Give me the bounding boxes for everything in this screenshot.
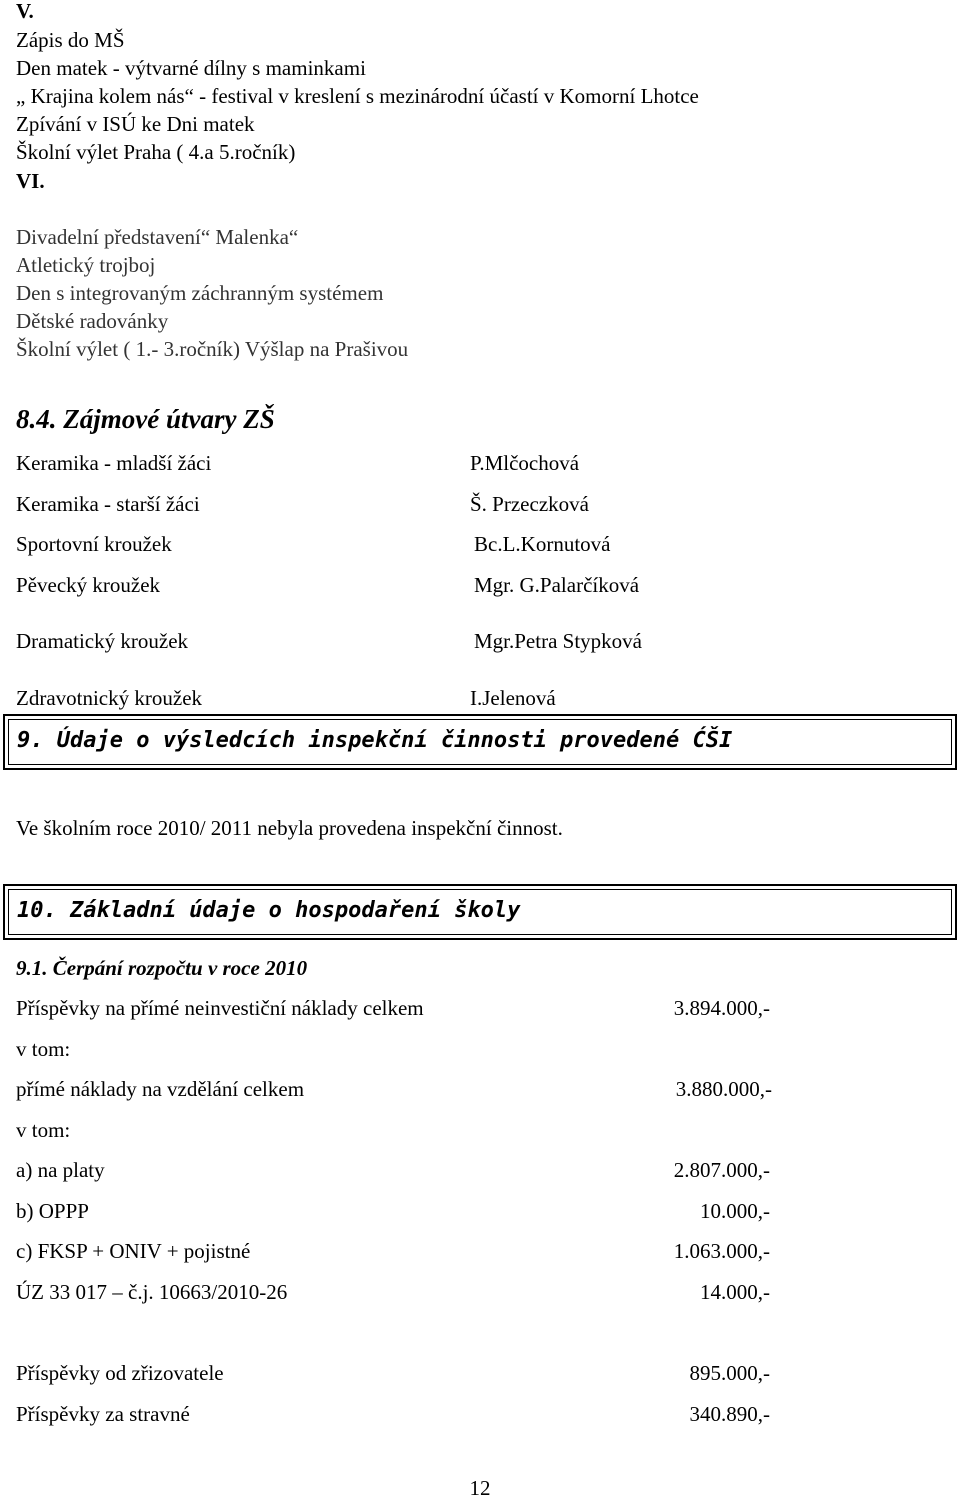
budget-label: ÚZ 33 017 – č.j. 10663/2010-26 (16, 1280, 288, 1304)
activity-name: Pěvecký kroužek (16, 573, 161, 597)
budget-amount: 10.000,- (700, 1199, 770, 1223)
section-10-heading: 10. Základní údaje o hospodaření školy (17, 898, 521, 923)
budget-label: v tom: (16, 1118, 71, 1142)
list-item: Den s integrovaným záchranným systémem (16, 281, 384, 305)
list-item: Školní výlet ( 1.- 3.ročník) Výšlap na Prašivou (16, 337, 409, 361)
list-item: Školní výlet Praha ( 4.a 5.ročník) (16, 140, 296, 164)
list-item: Den matek - výtvarné dílny s maminkami (16, 56, 366, 80)
activity-leader: P.Mlčochová (470, 451, 580, 475)
section-91-subheading: 9.1. Čerpání rozpočtu v roce 2010 (16, 956, 308, 980)
list-item: Atletický trojboj (16, 253, 156, 277)
section-10-box (3, 884, 957, 940)
budget-amount: 3.880.000,- (675, 1077, 772, 1101)
budget-label: Příspěvky za stravné (16, 1402, 190, 1426)
budget-label: c) FKSP + ONIV + pojistné (16, 1239, 251, 1263)
budget-amount: 14.000,- (700, 1280, 770, 1304)
budget-amount: 2.807.000,- (673, 1158, 770, 1182)
activity-leader: Bc.L.Kornutová (474, 532, 611, 556)
activity-name: Dramatický kroužek (16, 629, 189, 653)
list-item: Zpívání v ISÚ ke Dni matek (16, 112, 255, 136)
budget-amount: 895.000,- (689, 1361, 770, 1385)
activity-leader: Mgr. G.Palarčíková (474, 573, 640, 597)
section-vi-heading: VI. (16, 169, 45, 193)
section-v-heading: V. (16, 0, 34, 23)
list-item: Divadelní představení“ Malenka“ (16, 225, 299, 249)
budget-label: Příspěvky na přímé neinvestiční náklady celkem (16, 996, 424, 1020)
budget-amount: 340.890,- (689, 1402, 770, 1426)
budget-label: v tom: (16, 1037, 71, 1061)
page-number: 12 (469, 1476, 491, 1500)
activity-name: Zdravotnický kroužek (16, 686, 203, 710)
activity-leader: Š. Przeczková (470, 492, 589, 516)
budget-amount: 1.063.000,- (673, 1239, 770, 1263)
activity-name: Sportovní kroužek (16, 532, 172, 556)
budget-amount: 3.894.000,- (673, 996, 770, 1020)
section-9-text: Ve školním roce 2010/ 2011 nebyla provedena inspekční činnost. (16, 816, 563, 840)
activity-name: Keramika - starší žáci (16, 492, 200, 516)
activity-name: Keramika - mladší žáci (16, 451, 212, 475)
budget-label: Příspěvky od zřizovatele (16, 1361, 224, 1385)
section-9-heading: 9. Údaje o výsledcích inspekční činnosti provedené ĆŠI (17, 728, 733, 753)
list-item: „ Krajina kolem nás“ - festival v kreslení s mezinárodní účastí v Komorní Lhotce (16, 84, 699, 108)
activity-leader: I.Jelenová (470, 686, 556, 710)
activity-leader: Mgr.Petra Stypková (474, 629, 642, 653)
budget-label: b) OPPP (16, 1199, 89, 1223)
list-item: Dětské radovánky (16, 309, 169, 333)
list-item: Zápis do MŠ (16, 28, 125, 52)
section-84-heading: 8.4. Zájmové útvary ZŠ (16, 404, 275, 434)
budget-label: přímé náklady na vzdělání celkem (16, 1077, 305, 1101)
budget-label: a) na platy (16, 1158, 105, 1182)
section-9-box (3, 714, 957, 770)
